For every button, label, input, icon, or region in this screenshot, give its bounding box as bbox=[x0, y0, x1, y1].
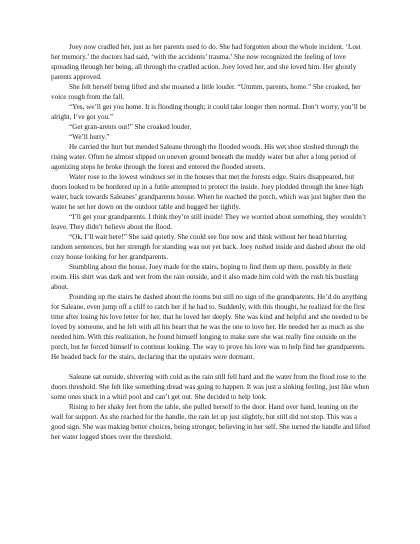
paragraph: “Yes, we’ll get you home. It is flooding though; it could take longer then normal. Don’t worry, you’ll be alright, I’ve got you.” bbox=[51, 103, 367, 121]
paragraph: Pounding up the stairs he dashed about the rooms but still no sign of the grandparents. He’d do anything for Saleane, even jump off a cliff to catch her if he had to. Suddenly, with this thought, he realized for the first time after losing his love letter for her, that he loved her deeply. She was kind and helpful and she needed to be loved by someone, and he felt with all his heart that he was the one to love her. He needed her as much as she needed him. With this realization, he found himself longing to make sure she was really fine outside on the porch, but he forced himself to continue looking. The way to prove his love was to help find her grandparents. He headed back for the stairs, declaring that the upstairs were dormant. bbox=[51, 293, 368, 361]
section-break bbox=[51, 362, 370, 372]
paragraph: She felt herself being lifted and she moaned a little louder. “Ummm, parents, home.” She croaked, her voice rough from the fall. bbox=[51, 83, 361, 101]
paragraph: “Ok, I’ll wait here!” She said quietly. She could see fine now and think without her head blurring random sentences, but her strength for standing was not yet back. Joey rushed inside and dashed about the old cozy house looking for her grandparents. bbox=[51, 233, 366, 261]
paragraph: Water rose to the lowest windows set in the houses that met the forests edge. Stairs disappeared, but doors looked to be bordered up in a futile attempted to protect the inside. Joey plodded through the knee high water, back towards Saleanes’ grandparents house. When he reached the porch, which was just higher then the water he set her down on the outdoor table and hugged her tightly. bbox=[51, 173, 366, 211]
paragraph: “We’ll hurry.” bbox=[69, 133, 110, 141]
paragraph: “I’ll get your grandparents. I think they’re still inside! They we worried about something, they wouldn’t leave. They didn’t believe about the flood. bbox=[51, 213, 366, 231]
paragraph: Stumbling about the house, Joey made for the stairs, hoping to find them up there, possibly in their room. His shirt was dark and wet from the rain outside, and it also made him cold with the rush his bustling about. bbox=[51, 263, 359, 291]
paragraph: Rising to her shaky feet from the table, she pulled herself to the door. Hand over hand, leaning on the wall for support. As she reached for the handle, the rain let up just slightly, but still did not stop. This was a good sign. She was making better choices, being stronger, believing in her self. She turned the handle and lifted her water logged shoes over the threshold. bbox=[51, 403, 370, 441]
paragraph: “Get gran-arents out!” She croaked louder. bbox=[69, 123, 192, 131]
paragraph: Joey now cradled her, just as her parents used to do. She had forgotten about the whole incident. ‘Lost her memory,’ the doctors had said, ‘with the accidents’ trauma.’ She now recognized the feeling of love spreading through her being, all through the cradled action. Joey loved her, and she loved him. Her ghostly parents approved. bbox=[51, 43, 361, 81]
paragraph: He carried the hurt but mended Saleane through the flooded woods. His wet shoe sloshed through the rising water. Often he almost slipped on uneven ground beneath the muddy water but after a long period of agonizing steps he broke through the forest and entered the flooded streets. bbox=[51, 143, 359, 171]
section-2 bbox=[51, 372, 370, 442]
section-1 bbox=[51, 42, 370, 362]
paragraph: Saleane sat outside, shivering with cold as the rain still fell hard and the water from the flood rose to the doors threshold. She felt like something dread was going to happen. It was just a sinking feeling, just like when some ones stuck in a whirl pool and can’t get out. She decided to help look. bbox=[51, 373, 370, 401]
